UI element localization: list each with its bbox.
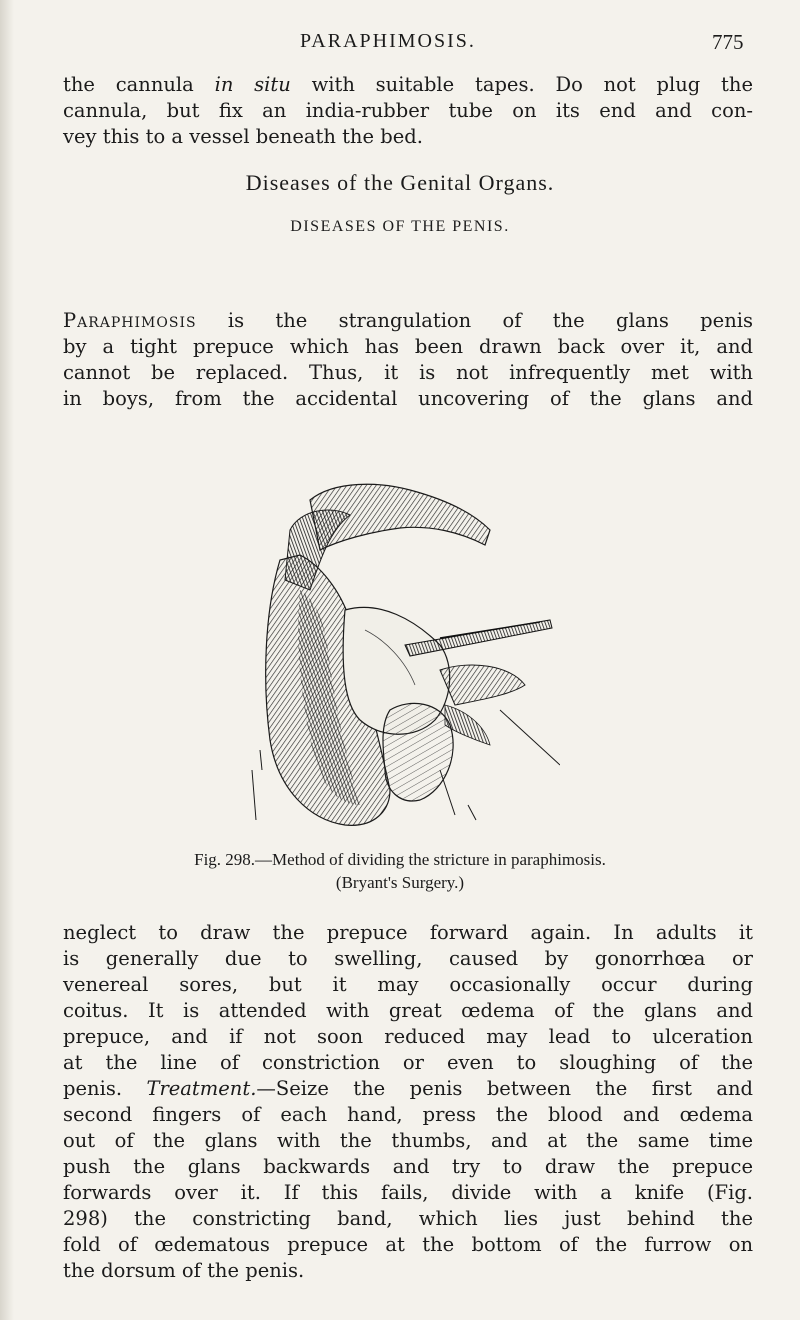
term-paraphimosis: Paraphimosis [63, 309, 197, 332]
text-line: vey this to a vessel beneath the bed. [63, 125, 423, 148]
text-line: push the glans backwards and try to draw the prepuce [63, 1155, 753, 1178]
caption-source: (Bryant's Surgery.) [335, 873, 465, 892]
running-title: PARAPHIMOSIS. [300, 30, 476, 52]
section-heading: Diseases of the Genital Organs. [245, 170, 555, 195]
surgical-illustration-icon [240, 470, 560, 845]
text-line: out of the glans with the thumbs, and at the same time [63, 1129, 753, 1152]
text-line [63, 1076, 753, 1102]
text-line [63, 72, 753, 98]
page-number: 775 [712, 30, 744, 54]
text-line: fold of œdematous prepuce at the bottom of the furrow on [63, 1233, 753, 1256]
text-line: cannot be replaced. Thus, it is not infrequently met with [63, 361, 753, 384]
text-run: —Seize the penis between the first and [256, 1077, 753, 1100]
text-run: with suitable tapes. Do not plug the [290, 73, 753, 96]
sub-heading: DISEASES OF THE PENIS. [290, 218, 510, 235]
italic-term: Treatment. [146, 1077, 257, 1100]
text-line: 298) the constricting band, which lies just behind the [63, 1207, 753, 1230]
text-line: forwards over it. If this fails, divide with a knife (Fig. [63, 1181, 753, 1204]
text-line: at the line of constriction or even to sloughing of the [63, 1051, 753, 1074]
italic-term: in situ [214, 73, 291, 96]
text-line: neglect to draw the prepuce forward again. In adults it [63, 921, 753, 944]
text-line: venereal sores, but it may occasionally occur during [63, 973, 753, 996]
text-line: coitus. It is attended with great œdema of the glans and [63, 999, 753, 1022]
treatment-paragraph [63, 920, 753, 1284]
text-run: the cannula [63, 73, 215, 96]
paraphimosis-paragraph [63, 308, 753, 412]
text-line: prepuce, and if not soon reduced may lead to ulceration [63, 1025, 753, 1048]
text-line: the dorsum of the penis. [63, 1259, 305, 1282]
intro-paragraph [63, 72, 753, 150]
text-run: penis. [63, 1077, 147, 1100]
text-line: second fingers of each hand, press the blood and œdema [63, 1103, 753, 1126]
text-line [63, 308, 753, 334]
running-head [0, 30, 800, 58]
text-line: by a tight prepuce which has been drawn back over it, and [63, 335, 753, 358]
caption-line: Fig. 298.—Method of dividing the stricture in paraphimosis. [194, 850, 606, 869]
text-line: cannula, but fix an india-rubber tube on its end and con- [63, 99, 753, 122]
figure-caption [0, 848, 800, 894]
spine-shadow [0, 0, 14, 1320]
text-run: is the strangulation of the glans penis [196, 309, 753, 332]
text-line: in boys, from the accidental uncovering of the glans and [63, 387, 753, 410]
text-line: is generally due to swelling, caused by gonorrhœa or [63, 947, 753, 970]
